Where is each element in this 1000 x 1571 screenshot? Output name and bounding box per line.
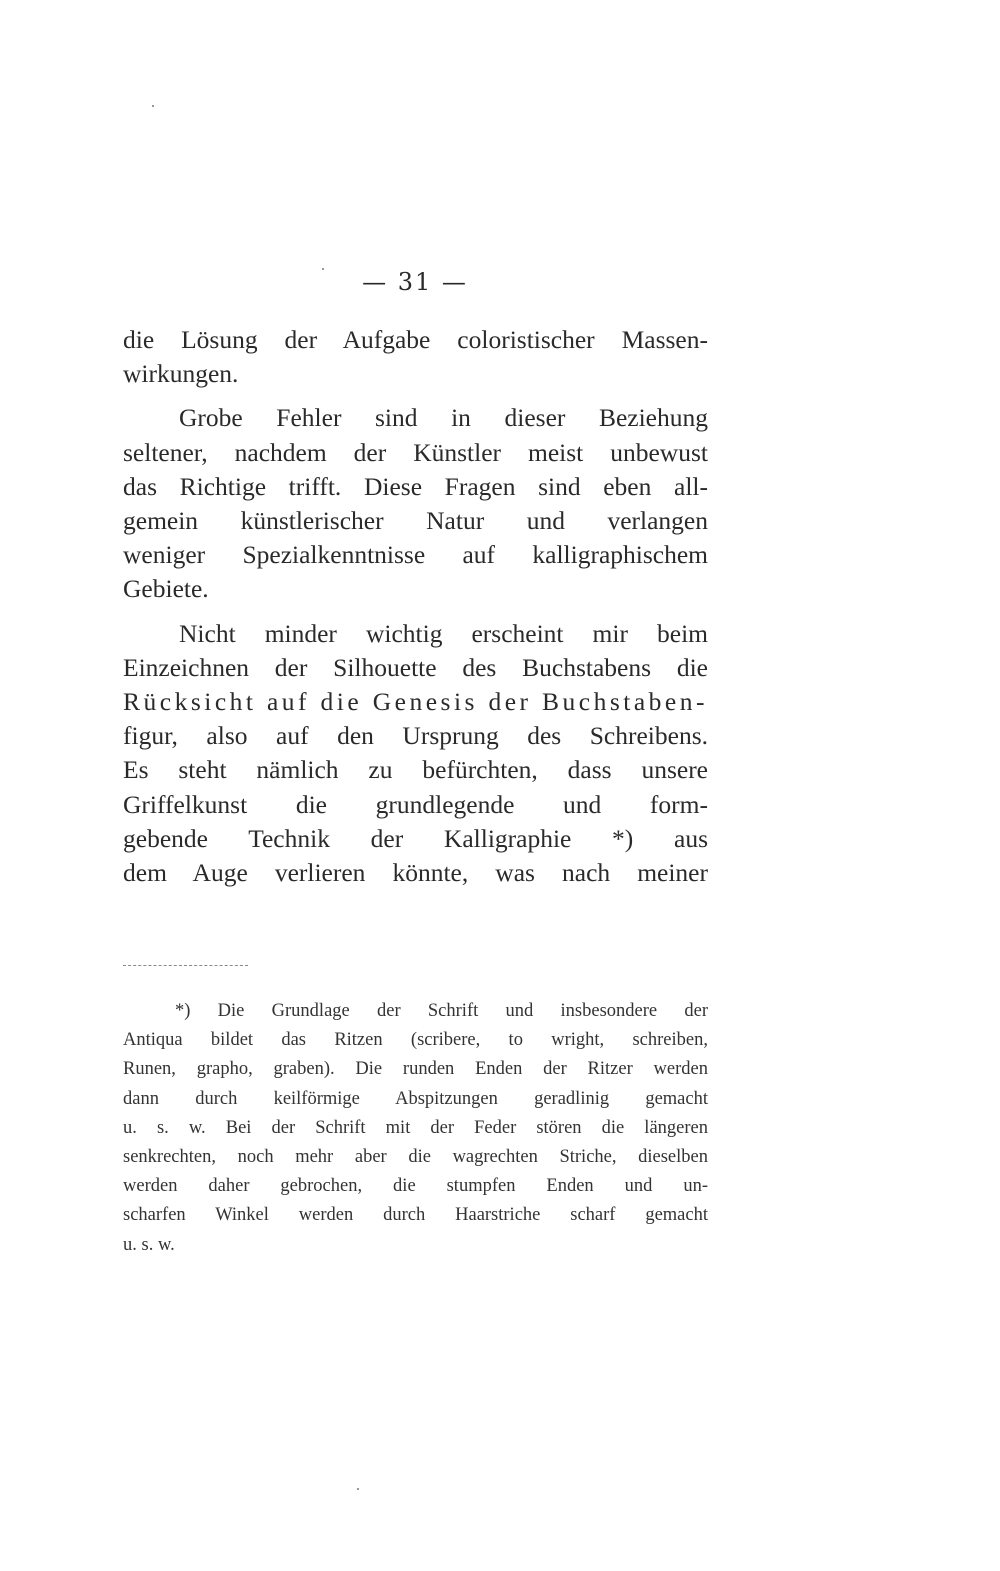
- text-line: Es steht nämlich zu befürchten, dass unsere: [123, 755, 708, 785]
- footnote: [123, 997, 708, 1260]
- footnote-line: *) Die Grundlage der Schrift und insbesondere der: [175, 1001, 708, 1021]
- footnote-line: Antiqua bildet das Ritzen (scribere, to wright, schreiben,: [123, 1030, 708, 1051]
- main-text: [123, 323, 708, 900]
- text-line: Einzeichnen der Silhouette des Buchstabens die: [123, 652, 708, 682]
- text-line: gemein künstlerischer Natur und verlangen: [123, 506, 708, 536]
- footnote-line: scharfen Winkel werden durch Haarstriche scharf gemacht: [123, 1205, 708, 1226]
- footnote-line: u. s. w.: [123, 1234, 175, 1255]
- text-line: Rücksicht auf die Genesis der Buchstaben-: [123, 687, 708, 717]
- text-line: Gebiete.: [123, 574, 209, 604]
- text-line: Griffelkunst die grundlegende und form-: [123, 789, 708, 819]
- text-line: Grobe Fehler sind in dieser Beziehung: [179, 403, 708, 433]
- paper-speck: [357, 1488, 359, 1490]
- text-line: das Richtige trifft. Diese Fragen sind eben all-: [123, 471, 708, 501]
- footnote-line: senkrechten, noch mehr aber die wagrechten Striche, dieselben: [123, 1147, 708, 1168]
- text-line: weniger Spezialkenntnisse auf kalligraphischem: [123, 540, 708, 570]
- footnote-separator: [123, 965, 248, 966]
- paragraph-2: [123, 401, 708, 606]
- page-number: — 31 —: [362, 268, 468, 296]
- text-line: seltener, nachdem der Künstler meist unbewust: [123, 437, 708, 467]
- text-line: figur, also auf den Ursprung des Schreibens.: [123, 721, 708, 751]
- text-line: die Lösung der Aufgabe coloristischer Massen-: [123, 325, 708, 354]
- paragraph-3: [123, 617, 708, 891]
- footnote-line: dann durch keilförmige Abspitzungen geradlinig gemacht: [123, 1088, 708, 1109]
- paragraph-1: [123, 323, 708, 391]
- paper-speck: [322, 268, 324, 270]
- text-line: dem Auge verlieren könnte, was nach meiner: [123, 858, 708, 888]
- footnote-line: Runen, grapho, graben). Die runden Enden der Ritzer werden: [123, 1059, 708, 1080]
- text-line: wirkungen.: [123, 359, 239, 389]
- text-line: Nicht minder wichtig erscheint mir beim: [179, 618, 708, 648]
- paper-speck: [152, 105, 154, 107]
- text-line: gebende Technik der Kalligraphie *) aus: [123, 823, 708, 853]
- footnote-line: u. s. w. Bei der Schrift mit der Feder stören die längeren: [123, 1117, 708, 1138]
- footnote-line: werden daher gebrochen, die stumpfen Enden und un-: [123, 1176, 708, 1197]
